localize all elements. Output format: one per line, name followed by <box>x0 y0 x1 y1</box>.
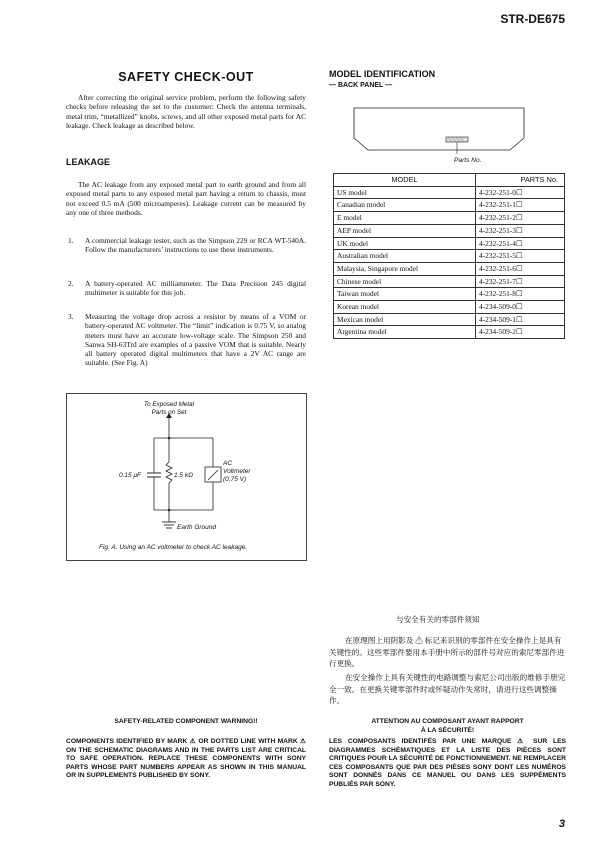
parts-cell: 4-232-251-5☐ <box>476 250 565 263</box>
table-row <box>334 250 565 263</box>
parts-cell: 4-232-251-4☐ <box>476 237 565 250</box>
voltmeter-label-line1: AC <box>223 460 233 467</box>
voltmeter-label-line2: Voltmeter <box>223 468 251 475</box>
method-item-text: A battery-operated AC milliammeter. The Data Precision 245 digital multimeter is suitable for this job. <box>85 279 306 298</box>
model-cell: Canadian model <box>334 199 476 212</box>
resistor-label: 1.5 kΩ <box>174 472 194 479</box>
capacitor-label: 0.15 μF <box>119 472 141 479</box>
model-cell: Argentina model <box>334 326 476 339</box>
probe-label <box>137 401 201 417</box>
figure-caption: Fig. A. Using an AC voltmeter to check AC leakage. <box>99 544 248 551</box>
safety-intro: After correcting the original service problem, perform the following safety checks before releasing the set to the customer: Check the antenna terminals, metal trim, “metallized” knobs, screws, and all other exposed metal parts for AC leakage. Check leakage as described below. <box>66 93 306 130</box>
parts-cell: 4-232-251-0☐ <box>476 186 565 199</box>
model-cell: Chinese model <box>334 275 476 288</box>
warning-fr-text: LES COMPOSANTS IDENTIFÉS PAR UNE MARQUE ⚠ SUR LES DIAGRAMMES SCHÉMATIQUES ET LA LISTE DES PIÈCES SONT CRITIQUES POUR LA SÉCURITÉ DE FONCTIONNEMENT. NE REMPLACER CES COMPOSANTS QUE PAR DES PIÈSES SONY DONT LES NUMÉROS SONT DONNÉS DANS CE MANUEL OU DANS LES SUPPÉMENTS PUBLIÉS PAR SONY. <box>329 738 566 788</box>
parts-cell: 4-234-509-2☐ <box>476 326 565 339</box>
parts-cell: 4-232-251-1☐ <box>476 199 565 212</box>
figure-a-box <box>66 393 307 561</box>
warning-fr-title-line1: ATTENTION AU COMPOSANT AYANT RAPPORT <box>371 718 524 725</box>
model-cell: Malaysia, Singapore model <box>334 262 476 275</box>
warning-fr-title-line2: À LA SÉCURITÉ! <box>420 726 475 734</box>
model-parts-table <box>333 173 565 339</box>
model-cell: Mexican model <box>334 313 476 326</box>
model-id-title: MODEL IDENTIFICATION <box>329 69 436 79</box>
model-cell: Korean model <box>334 301 476 314</box>
model-number: STR-DE675 <box>500 12 565 26</box>
table-row <box>334 288 565 301</box>
table-row <box>334 186 565 199</box>
parts-cell: 4-232-251-6☐ <box>476 262 565 275</box>
parts-cell: 4-234-509-0☐ <box>476 301 565 314</box>
probe-label-line1: To Exposed Metal <box>143 401 195 408</box>
table-row <box>334 313 565 326</box>
parts-label-sticker <box>446 137 468 142</box>
model-cell: AEP model <box>334 224 476 237</box>
model-cell: UK model <box>334 237 476 250</box>
model-cell: E model <box>334 212 476 225</box>
parts-cell: 4-232-251-7☐ <box>476 275 565 288</box>
parts-cell: 4-232-251-8☐ <box>476 288 565 301</box>
column-header-model: MODEL <box>334 174 476 187</box>
parts-cell: 4-232-251-3☐ <box>476 224 565 237</box>
model-id-subtitle: — BACK PANEL — <box>329 82 393 89</box>
parts-cell: 4-232-251-2☐ <box>476 212 565 225</box>
table-row <box>334 301 565 314</box>
model-cell: Australian model <box>334 250 476 263</box>
chinese-notice-para1: 在原理图上用阴影及 ⚠ 标记来识别的零部件在安全操作上是具有关键性的。这些零部件要用本手册中所示的部件号对应的索尼零部件进行更换。 <box>329 636 565 668</box>
safety-title: SAFETY CHECK-OUT <box>118 70 254 84</box>
table-row <box>334 326 565 339</box>
model-cell: US model <box>334 186 476 199</box>
back-panel-drawing <box>340 94 540 166</box>
parts-cell: 4-234-509-1☐ <box>476 313 565 326</box>
voltmeter-label <box>223 460 251 484</box>
table-row <box>334 224 565 237</box>
method-item-number: 2. <box>68 279 74 288</box>
voltmeter-label-line3: (0.75 V) <box>223 476 247 483</box>
warning-en-title: SAFETY-RELATED COMPONENT WARNING!! <box>114 718 258 725</box>
warning-fr-title <box>329 718 566 735</box>
method-item-number: 3. <box>68 312 74 321</box>
probe-label-line2: Parts on Set <box>151 409 187 416</box>
table-row <box>334 212 565 225</box>
table-header-row <box>334 174 565 187</box>
method-item-text: Measuring the voltage drop across a resistor by means of a VOM or battery-operated AC voltmeter. The “limit” indication is 0.75 V, so analog meters must have an accurate low-voltage scale. The Simpson 250 and Sanwa SH-63Trd are examples of a passive VOM that is suitable. Nearly all battery operated digital multimeters that have a 2V AC range are suitable. (See Fig. A) <box>85 312 306 368</box>
method-item-number: 1. <box>68 236 74 245</box>
table-row <box>334 275 565 288</box>
method-item-text: A commercial leakage tester, such as the Simpson 229 or RCA WT-540A. Follow the manufacturers’ instructions to use these instruments. <box>85 236 306 255</box>
leakage-text: The AC leakage from any exposed metal part to earth ground and from all exposed metal parts to any exposed metal part having a return to chassis, must not exceed 0.5 mA (500 microamperes). Leakage current can be measured by any one of three methods. <box>66 180 306 217</box>
parts-no-label: Parts No. <box>454 157 482 164</box>
chinese-notice-para2: 在安全操作上具有关键性的电路调整与索尼公司出版的维修手册完全一致。在更换关键零部件时或怀疑动作失常时，请进行这些调整操作。 <box>329 673 566 705</box>
method-item-2 <box>68 279 306 298</box>
chinese-notice-title: 与安全有关的零部件须知 <box>396 615 480 624</box>
method-item-3 <box>68 312 306 368</box>
ground-label: Earth Ground <box>177 524 217 531</box>
leakage-heading: LEAKAGE <box>66 157 111 167</box>
column-header-parts: PARTS No. <box>476 174 565 187</box>
table-row <box>334 262 565 275</box>
page-number: 3 <box>558 818 565 830</box>
warning-en-text: COMPONENTS IDENTIFIED BY MARK ⚠ OR DOTTED LINE WITH MARK ⚠ ON THE SCHEMATIC DIAGRAMS AND IN THE PARTS LIST ARE CRITICAL TO SAFE OPERATION. REPLACE THESE COMPONENTS WITH SONY PARTS WHOSE PART NUMBERS APPEAR AS SHOWN IN THIS MANUAL OR IN SUPPLEMENTS PUBLISHED BY SONY. <box>66 738 306 779</box>
model-cell: Taiwan model <box>334 288 476 301</box>
table-row <box>334 237 565 250</box>
method-item-1 <box>68 236 306 255</box>
table-row <box>334 199 565 212</box>
